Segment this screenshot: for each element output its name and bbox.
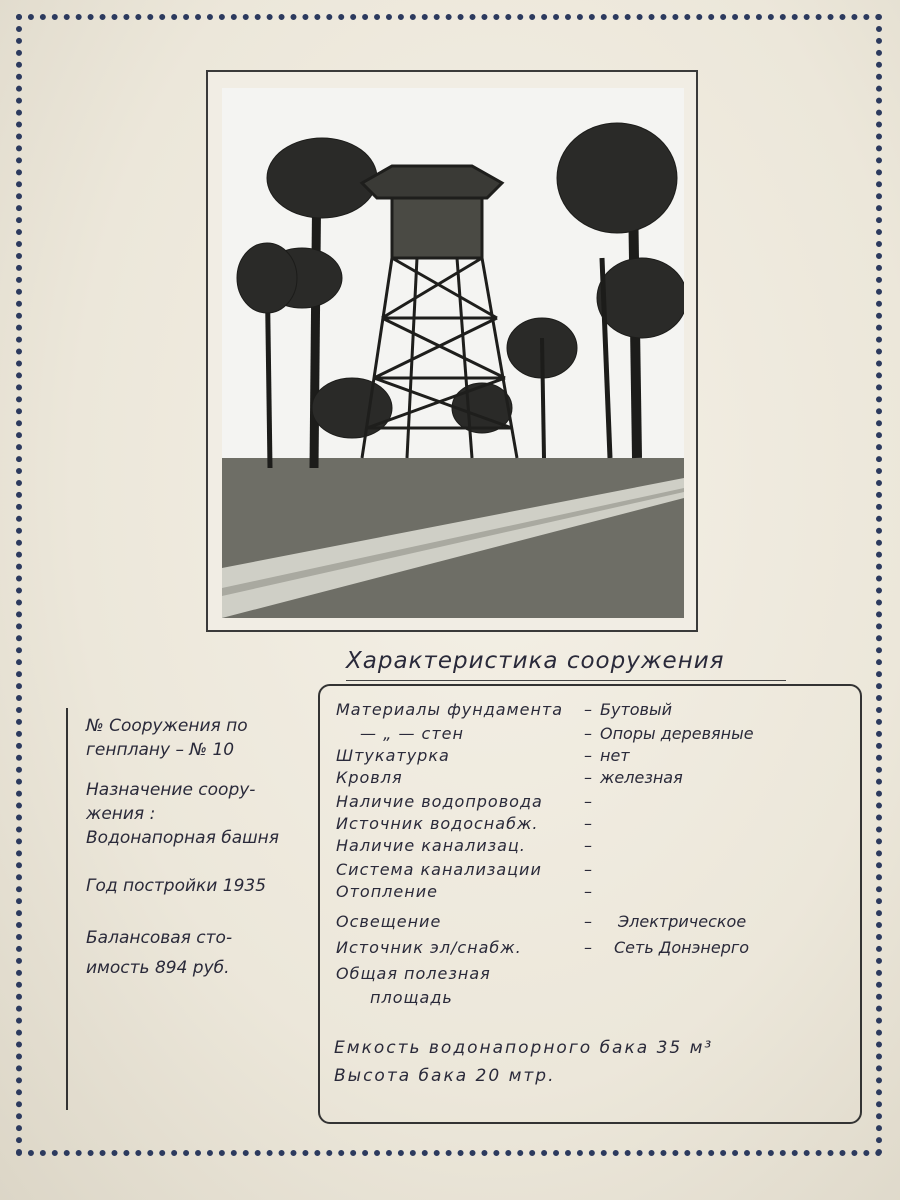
tank-height: Высота бака 20 мтр.: [334, 1066, 556, 1086]
row-label: площадь: [370, 988, 453, 1007]
row-dash: –: [584, 912, 592, 931]
row-label: Источник водоснабж.: [336, 814, 539, 833]
row-label: Общая полезная: [336, 964, 491, 983]
water-tower-photo: [222, 88, 684, 618]
row-value: Опоры деревяные: [600, 724, 754, 743]
row-value: железная: [600, 768, 683, 787]
water-tower-photo-image: [222, 88, 684, 618]
row-value: Электрическое: [618, 912, 747, 931]
row-label: Кровля: [336, 768, 403, 787]
row-label: Система канализации: [336, 860, 542, 879]
title-underline: [346, 680, 786, 681]
row-dash: –: [584, 860, 592, 879]
purpose-line-1: Назначение соору-: [86, 780, 256, 800]
row-label: — „ — стен: [360, 724, 464, 743]
row-value: Бутовый: [600, 700, 673, 719]
row-label: Освещение: [336, 912, 442, 931]
tank-capacity: Емкость водонапорного бака 35 м³: [334, 1038, 714, 1058]
row-label: Отопление: [336, 882, 438, 901]
structure-number-line-2: генплану – № 10: [86, 740, 235, 760]
row-dash: –: [584, 882, 592, 901]
structure-number-line-1: № Сооружения по: [86, 716, 248, 736]
section-title: Характеристика сооружения: [346, 648, 725, 674]
row-label: Материалы фундамента: [336, 700, 564, 719]
row-value: Сеть Донэнерго: [614, 938, 750, 957]
row-dash: –: [584, 814, 592, 833]
row-dash: –: [584, 836, 592, 855]
purpose-line-3: Водонапорная башня: [86, 828, 280, 848]
row-dash: –: [584, 938, 592, 957]
row-label: Наличие канализац.: [336, 836, 526, 855]
balance-cost-line-2: имость 894 руб.: [86, 958, 230, 978]
purpose-line-2: жения :: [86, 804, 156, 824]
row-label: Источник эл/снабж.: [336, 938, 522, 957]
construction-year: Год постройки 1935: [86, 876, 267, 896]
row-dash: –: [584, 792, 592, 811]
row-dash: –: [584, 746, 592, 765]
row-dash: –: [584, 724, 592, 743]
row-label: Наличие водопровода: [336, 792, 543, 811]
balance-cost-line-1: Балансовая сто-: [86, 928, 233, 948]
row-dash: –: [584, 700, 592, 719]
row-value: нет: [600, 746, 630, 765]
photo-mount: [206, 70, 698, 632]
row-dash: –: [584, 768, 592, 787]
row-label: Штукатурка: [336, 746, 450, 765]
left-margin-line: [66, 708, 68, 1110]
